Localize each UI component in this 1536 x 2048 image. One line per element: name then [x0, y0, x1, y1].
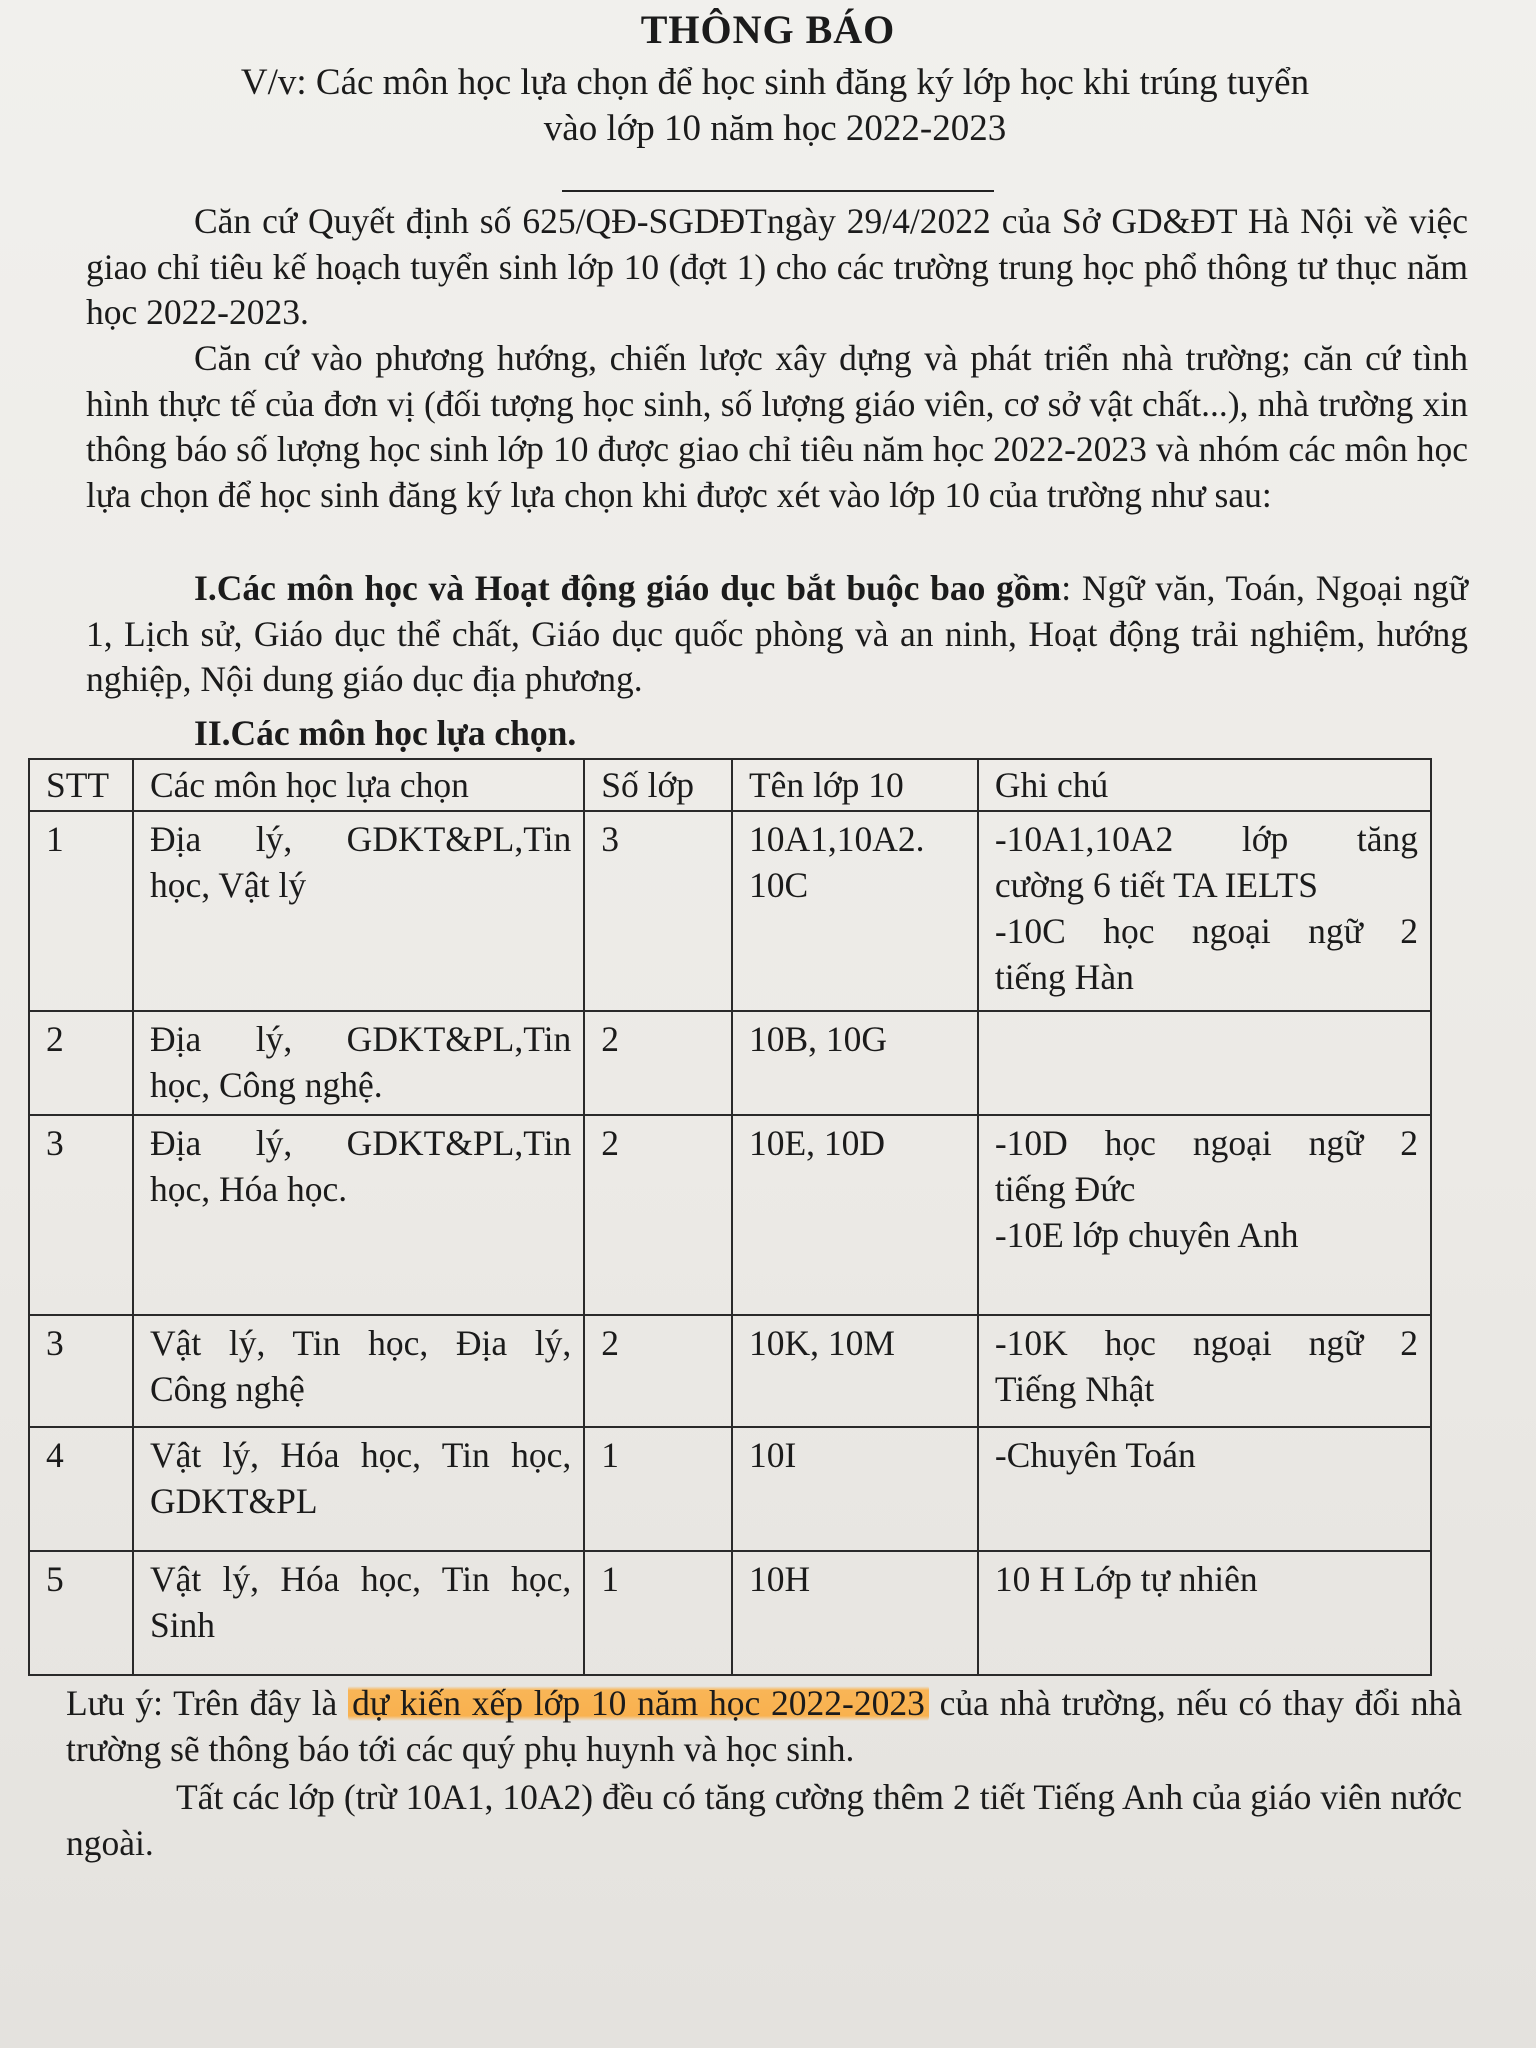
header-class-count: Số lớp [584, 759, 732, 811]
header-stt: STT [29, 759, 133, 811]
table-row [29, 1315, 1431, 1427]
subjects-line: Địa lý, GDKT&PL,Tin [149, 1123, 572, 1163]
notes-line: 10 H Lớp tự nhiên [994, 1559, 1258, 1599]
cell-subjects [133, 1427, 584, 1551]
cell-notes [978, 1551, 1431, 1675]
cell-class-count: 2 [584, 1011, 732, 1115]
notes-line: -Chuyên Toán [994, 1435, 1196, 1475]
subjects-line: Địa lý, GDKT&PL,Tin [149, 819, 572, 859]
section-1-heading: I.Các môn học và Hoạt động giáo dục bắt buộc bao gồm [194, 568, 1062, 608]
section-2-heading: II.Các môn học lựa chọn. [194, 713, 577, 753]
header-subjects: Các môn học lựa chọn [133, 759, 584, 811]
subtitle-line-2: vào lớp 10 năm học 2022-2023 [543, 108, 1007, 149]
cell-notes [978, 1011, 1431, 1115]
cell-subjects [133, 1315, 584, 1427]
cell-stt: 1 [29, 811, 133, 1011]
subjects-line: Vật lý, Tin học, Địa lý, [149, 1323, 572, 1363]
class-names-line: 10B, 10G [748, 1019, 888, 1059]
header-class-names: Tên lớp 10 [732, 759, 978, 811]
cell-class-count: 2 [584, 1115, 732, 1315]
subjects-line: Sinh [149, 1605, 216, 1645]
cell-class-names [732, 1551, 978, 1675]
cell-stt: 2 [29, 1011, 133, 1115]
cell-class-names [732, 1427, 978, 1551]
cell-class-count: 3 [584, 811, 732, 1011]
cell-stt: 3 [29, 1115, 133, 1315]
paragraph-school-context [86, 336, 1468, 518]
section-1-text: : Ngữ văn, Toán, Ngoại ngữ 1, Lịch sử, Giáo dục thể chất, Giáo dục quốc phòng và an ninh, Hoạt động trải nghiệm, hướng nghiệp, Nội dung giáo dục địa phương. [86, 568, 1468, 699]
paragraph-legal-basis [86, 199, 1468, 336]
subjects-line: Vật lý, Hóa học, Tin học, [149, 1559, 572, 1599]
cell-notes [978, 1427, 1431, 1551]
class-names-line: 10I [748, 1435, 797, 1475]
notes-line: -10K học ngoại ngữ 2 [994, 1323, 1418, 1363]
notes-line: Tiếng Nhật [994, 1369, 1155, 1409]
cell-subjects [133, 1115, 584, 1315]
cell-class-count: 2 [584, 1315, 732, 1427]
elective-subjects-table [28, 758, 1432, 1676]
class-names-line: 10E, 10D [748, 1123, 886, 1163]
table-row [29, 1115, 1431, 1315]
cell-stt: 5 [29, 1551, 133, 1675]
cell-notes [978, 811, 1431, 1011]
footer-note [66, 1680, 1462, 1772]
subjects-line: học, Vật lý [149, 865, 307, 905]
note-2-text: Tất các lớp (trừ 10A1, 10A2) đều có tăng cường thêm 2 tiết Tiếng Anh của giáo viên nước ngoài. [66, 1777, 1462, 1863]
cell-stt: 4 [29, 1427, 133, 1551]
header-notes: Ghi chú [978, 759, 1431, 811]
document-subtitle [0, 60, 1536, 152]
notes-line: -10A1,10A2 lớp tăng [994, 819, 1418, 859]
note-prefix: Lưu ý: Trên đây là [66, 1683, 349, 1723]
cell-class-names [732, 811, 978, 1011]
class-names-line: 10H [748, 1559, 811, 1599]
subjects-line: học, Hóa học. [149, 1169, 348, 1209]
notes-line: -10E lớp chuyên Anh [994, 1215, 1299, 1255]
footer-note-2 [66, 1774, 1462, 1866]
cell-subjects [133, 1011, 584, 1115]
cell-class-count: 1 [584, 1427, 732, 1551]
subjects-line: Công nghệ [149, 1369, 305, 1409]
table-header-row [29, 759, 1431, 811]
class-names-line: 10C [748, 865, 809, 905]
notes-line: -10C học ngoại ngữ 2 [994, 911, 1418, 951]
note-suffix: của nhà trường, nếu có thay đổi nhà trường sẽ thông báo tới các quý phụ huynh và học sinh. [66, 1683, 1462, 1769]
subjects-line: học, Công nghệ. [149, 1065, 383, 1105]
highlighted-phrase: dự kiến xếp lớp 10 năm học 2022-2023 [348, 1683, 929, 1723]
cell-notes [978, 1315, 1431, 1427]
cell-class-names [732, 1315, 978, 1427]
cell-notes [978, 1115, 1431, 1315]
section-1-compulsory-subjects [86, 566, 1468, 703]
cell-subjects [133, 811, 584, 1011]
notes-line: tiếng Đức [994, 1169, 1136, 1209]
subtitle-line-1: V/v: Các môn học lựa chọn để học sinh đăng ký lớp học khi trúng tuyển [240, 62, 1310, 103]
document-title: THÔNG BÁO [640, 7, 896, 52]
notes-line: -10D học ngoại ngữ 2 [994, 1123, 1418, 1163]
subjects-line: Địa lý, GDKT&PL,Tin [149, 1019, 572, 1059]
table-row [29, 1551, 1431, 1675]
class-names-line: 10A1,10A2. [748, 819, 925, 859]
paragraph-1-text: Căn cứ Quyết định số 625/QĐ-SGDĐTngày 29/4/2022 của Sở GD&ĐT Hà Nội về việc giao chỉ tiêu kế hoạch tuyển sinh lớp 10 (đợt 1) cho các trường trung học phổ thông tư thục năm học 2022-2023. [86, 201, 1468, 332]
notes-line: tiếng Hàn [994, 957, 1134, 997]
title-divider [562, 190, 994, 192]
cell-class-names [732, 1115, 978, 1315]
table-row [29, 1427, 1431, 1551]
paragraph-2-text: Căn cứ vào phương hướng, chiến lược xây dựng và phát triển nhà trường; căn cứ tình hình thực tế của đơn vị (đối tượng học sinh, số lượng giáo viên, cơ sở vật chất...), nhà trường xin thông báo số lượng học sinh lớp 10 được giao chỉ tiêu năm học 2022-2023 và nhóm các môn học lựa chọn để học sinh đăng ký lựa chọn khi được xét vào lớp 10 của trường như sau: [86, 338, 1468, 515]
subjects-line: Vật lý, Hóa học, Tin học, [149, 1435, 572, 1475]
notes-line: cường 6 tiết TA IELTS [994, 865, 1318, 905]
cell-class-count: 1 [584, 1551, 732, 1675]
table-row [29, 811, 1431, 1011]
class-names-line: 10K, 10M [748, 1323, 895, 1363]
table-row [29, 1011, 1431, 1115]
subjects-line: GDKT&PL [149, 1481, 318, 1521]
cell-subjects [133, 1551, 584, 1675]
cell-stt: 3 [29, 1315, 133, 1427]
cell-class-names [732, 1011, 978, 1115]
